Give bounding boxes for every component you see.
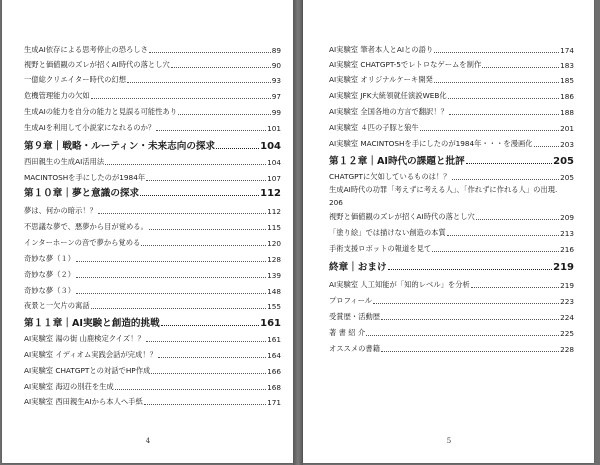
toc-entry-label: MACINTOSHを手にしたのが1984年	[24, 173, 146, 182]
toc-page-number: 185	[560, 76, 574, 85]
dot-leader	[466, 163, 552, 164]
toc-entry	[24, 382, 281, 392]
toc-entry	[24, 206, 281, 216]
toc-page-number: 216	[560, 245, 574, 254]
toc-entry	[24, 286, 281, 296]
toc-entry-label: 奇妙な夢（３）	[24, 286, 76, 295]
dot-leader	[146, 341, 266, 342]
toc-entry-label: AI実験室 海辺の別荘を生成	[24, 382, 114, 391]
toc-page-number: 201	[560, 124, 574, 133]
toc-entry-label: 奇妙な夢（１）	[24, 254, 76, 263]
dot-leader	[140, 195, 259, 196]
toc-entry-label: AI実験室 MACINTOSHを手にしたのが1984年・・・を漫画化	[329, 139, 533, 148]
toc-page-number: 166	[267, 367, 281, 376]
toc-page-number: 89	[271, 46, 281, 55]
toc-page-number: 224	[560, 313, 574, 322]
right-page	[303, 0, 594, 463]
dot-leader	[447, 235, 559, 236]
toc-page-number: 219	[553, 262, 574, 273]
toc-entry	[24, 107, 281, 117]
dot-leader	[366, 335, 559, 336]
dot-leader	[434, 52, 559, 53]
toc-entry-label: 視野と価値観のズレが招くAI時代の落とし穴	[24, 60, 170, 69]
dot-leader	[449, 114, 559, 115]
toc-page-number: 223	[560, 297, 574, 306]
toc-entry	[24, 222, 281, 232]
dot-leader	[534, 146, 560, 147]
toc-page-number: 112	[267, 207, 281, 216]
dot-leader	[476, 219, 559, 220]
toc-entry-label: AI実験室 イディオム実践会話が完成！？	[24, 350, 157, 359]
toc-page-number: 99	[271, 108, 281, 117]
toc-page-number: 161	[260, 318, 281, 329]
toc-entry	[24, 238, 281, 248]
toc-page-number: 115	[267, 223, 281, 232]
toc-page-number: 104	[267, 158, 281, 167]
dot-leader	[115, 389, 266, 390]
toc-page-number: 93	[271, 76, 281, 85]
toc-page-number: 128	[267, 255, 281, 264]
dot-leader	[373, 303, 559, 304]
dot-leader	[105, 164, 266, 165]
toc-page-number: 164	[267, 351, 281, 360]
dot-leader	[76, 293, 266, 294]
toc-entry	[329, 328, 574, 338]
toc-chapter-heading	[329, 154, 574, 167]
toc-page-number: 205	[553, 156, 574, 167]
dot-leader	[388, 269, 553, 270]
toc-entry-label: インターホーンの音で夢から覚める	[24, 238, 141, 247]
toc-entry	[24, 397, 281, 407]
toc-entry	[24, 270, 281, 280]
dot-leader	[76, 277, 266, 278]
toc-entry	[24, 157, 281, 167]
toc-entry-label: 著 書 紹 介	[329, 328, 366, 337]
toc-entry-label: 生成AIの能力を自分の能力と見誤る可能性あり	[24, 107, 178, 116]
dot-leader	[381, 319, 559, 320]
toc-page-number: 186	[560, 92, 574, 101]
dot-leader	[434, 82, 559, 83]
toc-entry-label: AI実験室 筆者本人とAIとの語り	[329, 45, 434, 54]
dot-leader	[452, 179, 560, 180]
dot-leader	[98, 213, 266, 214]
chapter-title: 第１０章｜夢と意識の探求	[24, 188, 140, 199]
toc-entry-label: AI実験室 オリジナルケーキ開発	[329, 75, 433, 84]
toc-entry	[24, 75, 281, 85]
toc-page-number: 183	[560, 61, 574, 70]
dot-leader	[432, 251, 559, 252]
dot-leader	[161, 325, 259, 326]
toc-entry-label: 危機管理能力の欠如	[24, 91, 90, 100]
toc-entry-label: 夢は、何かの暗示！？	[24, 206, 97, 215]
toc-entry	[329, 244, 574, 254]
toc-entry-label: AI実験室 CHATGPTとの対話でHP作成	[24, 366, 151, 375]
chapter-title: 第１２章｜AI時代の課題と批評	[329, 156, 465, 167]
toc-page-number: 219	[560, 281, 574, 290]
dot-leader	[156, 130, 266, 131]
toc-entry-page: 206	[329, 198, 343, 207]
dot-leader	[381, 351, 559, 352]
toc-page-number: 225	[560, 329, 574, 338]
toc-entry	[329, 296, 574, 306]
toc-page-number: 171	[267, 398, 281, 407]
toc-entry	[24, 350, 281, 360]
toc-entry-label: AI実験室 ４匹の子豚と狼牛	[329, 123, 419, 132]
toc-page-number: 148	[267, 287, 281, 296]
toc-entry	[24, 173, 281, 183]
dot-leader	[144, 404, 266, 405]
toc-entry-label: オススメの書籍	[329, 344, 381, 353]
dot-leader	[171, 67, 271, 68]
toc-entry	[329, 344, 574, 354]
toc-entry	[24, 123, 281, 133]
toc-chapter-heading	[24, 186, 281, 199]
toc-page-number: 112	[260, 188, 281, 199]
dot-leader	[141, 245, 266, 246]
toc-entry	[329, 212, 574, 222]
toc-entry-label: プロフィール	[329, 296, 373, 305]
toc-page-number: 139	[267, 271, 281, 280]
dot-leader	[91, 308, 266, 309]
dot-leader	[158, 357, 266, 358]
toc-entry-label: 奇妙な夢（２）	[24, 270, 76, 279]
toc-entry	[329, 312, 574, 322]
toc-entry-label: 夜景と一欠片の寓話	[24, 301, 90, 310]
toc-entry-label: AI実験室 西田親生AIから本人へ手紙	[24, 397, 143, 406]
toc-chapter-heading	[329, 260, 574, 273]
toc-page-number: 228	[560, 345, 574, 354]
dot-leader	[149, 52, 271, 53]
toc-entry	[329, 60, 574, 70]
toc-entry	[24, 45, 281, 55]
toc-entry-label: 視野と価値観のズレが招くAI時代の落とし穴	[329, 212, 475, 221]
chapter-title: 第１１章｜AI実験と創造的挑戦	[24, 318, 160, 329]
toc-page-number: 174	[560, 46, 574, 55]
page-number-left: 4	[145, 437, 151, 445]
toc-page-number: 90	[271, 61, 281, 70]
dot-leader	[91, 98, 271, 99]
toc-chapter-heading	[24, 139, 281, 152]
dot-leader	[471, 287, 559, 288]
dot-leader	[482, 67, 559, 68]
toc-entry-label: AI実験室 湯の街 山鹿検定クイズ！？	[24, 334, 145, 343]
toc-entry-label: 受賞歴・活動歴	[329, 312, 381, 321]
toc-entry-label: CHATGPTに欠如しているものは！？	[329, 172, 451, 181]
toc-entry	[329, 107, 574, 117]
book-spine	[293, 0, 303, 465]
toc-page-number: 104	[260, 141, 281, 152]
dot-leader	[420, 130, 559, 131]
toc-entry	[24, 301, 281, 311]
toc-entry-label: 「塗り絵」では描けない創造の本質	[329, 228, 446, 237]
toc-page-number: 188	[560, 108, 574, 117]
dot-leader	[216, 148, 259, 149]
toc-entry	[24, 334, 281, 344]
toc-entry	[329, 123, 574, 133]
toc-chapter-heading	[24, 316, 281, 329]
toc-page-number: 97	[271, 92, 281, 101]
toc-entry	[329, 91, 574, 101]
toc-entry-label: 生成AIを利用して小説家になれるのか？	[24, 123, 156, 132]
toc-page-number: 168	[267, 383, 281, 392]
dot-leader	[127, 82, 271, 83]
dot-leader	[76, 261, 266, 262]
dot-leader	[448, 98, 559, 99]
toc-entry	[329, 139, 574, 149]
dot-leader	[146, 180, 266, 181]
toc-entry	[24, 91, 281, 101]
toc-entry-label: AI実験室 人工知能が「知的レベル」を分析	[329, 280, 470, 289]
left-page	[2, 0, 293, 463]
toc-entry-label: AI実験室 JFK大統領就任演説WEB化	[329, 91, 447, 100]
toc-entry-label: AI実験室 全国各地の方言で翻訳！？	[329, 107, 448, 116]
toc-entry	[24, 254, 281, 264]
toc-page-number: 203	[560, 140, 574, 149]
toc-entry-label: 不思議な夢で、悪夢から目が覚める。	[24, 222, 148, 231]
toc-entry	[329, 75, 574, 85]
toc-page-number: 205	[560, 173, 574, 182]
page-number-right: 5	[446, 437, 452, 445]
toc-entry-label: AI実験室 CHATGPT-5でレトロなゲームを制作	[329, 60, 482, 69]
dot-leader	[149, 229, 266, 230]
toc-page-number: 213	[560, 229, 574, 238]
toc-entry-label: 生成AI依存による思考停止の恐ろしさ	[24, 45, 148, 54]
toc-entry	[329, 183, 574, 209]
toc-page-number: 209	[560, 213, 574, 222]
toc-entry	[329, 280, 574, 290]
toc-entry	[329, 172, 574, 182]
toc-page-number: 107	[267, 174, 281, 183]
toc-entry-label: 生成AI時代の功罪「考えずに考える人」、「作れずに作れる人」の出現.	[329, 185, 558, 194]
toc-page-number: 155	[267, 302, 281, 311]
toc-entry	[329, 228, 574, 238]
toc-entry	[24, 60, 281, 70]
chapter-title: 第９章｜戦略・ルーティン・未来志向の探求	[24, 141, 216, 152]
toc-entry-label: 手術支援ロボットの報道を見て	[329, 244, 432, 253]
toc-page-number: 120	[267, 239, 281, 248]
toc-entry-label: 西田親生の生成AI活用法	[24, 157, 105, 166]
toc-entry-label: 一億総クリエイター時代の幻想	[24, 75, 127, 84]
toc-page-number: 101	[267, 124, 281, 133]
dot-leader	[178, 114, 271, 115]
dot-leader	[151, 373, 266, 374]
toc-entry	[329, 45, 574, 55]
toc-page-number: 161	[267, 335, 281, 344]
chapter-title: 終章｜おまけ	[329, 262, 387, 273]
toc-entry	[24, 366, 281, 376]
